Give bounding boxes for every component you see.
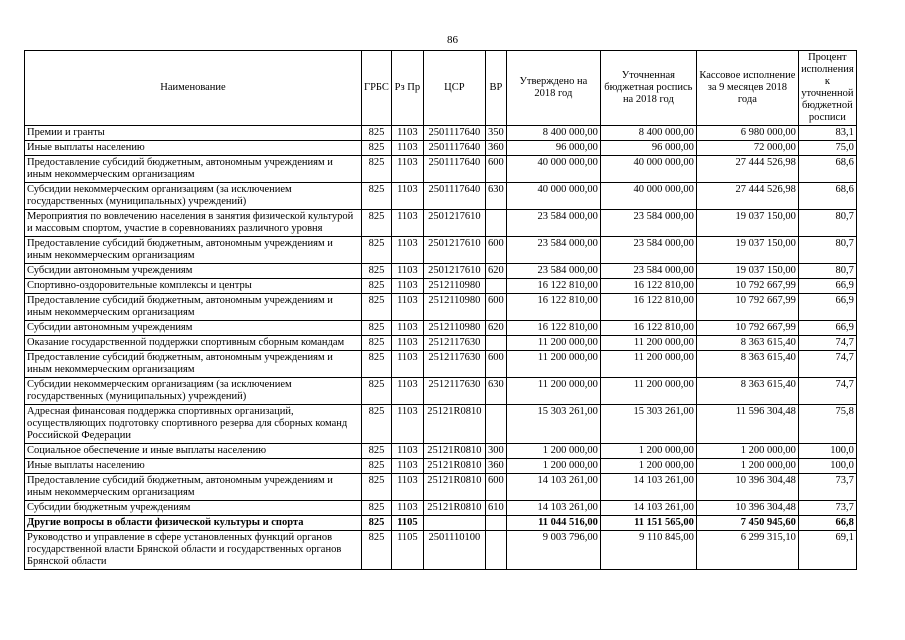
cell-grbs: 825 bbox=[362, 321, 392, 336]
cell-name: Руководство и управление в сфере установленных функций органов государственной власти Брянской области и государственных органов Брянской области bbox=[25, 531, 362, 570]
cell-rzpr: 1103 bbox=[391, 237, 423, 264]
cell-cash: 1 200 000,00 bbox=[696, 444, 798, 459]
cell-cash: 27 444 526,98 bbox=[696, 183, 798, 210]
cell-cash: 6 980 000,00 bbox=[696, 126, 798, 141]
cell-grbs: 825 bbox=[362, 183, 392, 210]
cell-approved: 8 400 000,00 bbox=[506, 126, 600, 141]
cell-refined: 16 122 810,00 bbox=[600, 279, 696, 294]
cell-name: Субсидии бюджетным учреждениям bbox=[25, 501, 362, 516]
cell-csr: 2501110100 bbox=[423, 531, 485, 570]
cell-rzpr: 1103 bbox=[391, 210, 423, 237]
table-row bbox=[25, 501, 857, 516]
header-cash: Кассовое исполнение за 9 месяцев 2018 года bbox=[696, 51, 798, 126]
cell-percent: 74,7 bbox=[798, 351, 856, 378]
cell-csr: 25121R0810 bbox=[423, 501, 485, 516]
cell-csr: 2512117630 bbox=[423, 351, 485, 378]
cell-percent: 75,8 bbox=[798, 405, 856, 444]
table-row bbox=[25, 126, 857, 141]
cell-rzpr: 1105 bbox=[391, 516, 423, 531]
cell-vr: 600 bbox=[485, 351, 506, 378]
cell-name: Субсидии автономным учреждениям bbox=[25, 264, 362, 279]
cell-refined: 23 584 000,00 bbox=[600, 264, 696, 279]
header-approved: Утверждено на 2018 год bbox=[506, 51, 600, 126]
cell-cash: 10 396 304,48 bbox=[696, 474, 798, 501]
cell-approved: 11 200 000,00 bbox=[506, 378, 600, 405]
cell-csr: 25121R0810 bbox=[423, 444, 485, 459]
cell-csr bbox=[423, 516, 485, 531]
cell-vr: 600 bbox=[485, 474, 506, 501]
cell-grbs: 825 bbox=[362, 126, 392, 141]
cell-percent: 73,7 bbox=[798, 501, 856, 516]
cell-refined: 14 103 261,00 bbox=[600, 501, 696, 516]
cell-grbs: 825 bbox=[362, 141, 392, 156]
cell-approved: 96 000,00 bbox=[506, 141, 600, 156]
cell-percent: 66,8 bbox=[798, 516, 856, 531]
cell-cash: 19 037 150,00 bbox=[696, 237, 798, 264]
cell-grbs: 825 bbox=[362, 405, 392, 444]
cell-grbs: 825 bbox=[362, 531, 392, 570]
cell-csr: 2501117640 bbox=[423, 183, 485, 210]
cell-refined: 11 200 000,00 bbox=[600, 336, 696, 351]
cell-vr bbox=[485, 210, 506, 237]
cell-approved: 11 200 000,00 bbox=[506, 351, 600, 378]
cell-percent: 100,0 bbox=[798, 444, 856, 459]
cell-rzpr: 1103 bbox=[391, 321, 423, 336]
cell-name: Иные выплаты населению bbox=[25, 459, 362, 474]
cell-refined: 40 000 000,00 bbox=[600, 156, 696, 183]
header-grbs: ГРБС bbox=[362, 51, 392, 126]
cell-approved: 1 200 000,00 bbox=[506, 444, 600, 459]
cell-csr: 2501117640 bbox=[423, 141, 485, 156]
table-row bbox=[25, 210, 857, 237]
cell-rzpr: 1103 bbox=[391, 183, 423, 210]
cell-rzpr: 1103 bbox=[391, 141, 423, 156]
cell-vr: 630 bbox=[485, 183, 506, 210]
cell-grbs: 825 bbox=[362, 474, 392, 501]
cell-approved: 11 200 000,00 bbox=[506, 336, 600, 351]
cell-csr: 2501217610 bbox=[423, 237, 485, 264]
cell-rzpr: 1103 bbox=[391, 264, 423, 279]
cell-percent: 73,7 bbox=[798, 474, 856, 501]
cell-rzpr: 1103 bbox=[391, 405, 423, 444]
cell-grbs: 825 bbox=[362, 516, 392, 531]
cell-cash: 1 200 000,00 bbox=[696, 459, 798, 474]
cell-cash: 8 363 615,40 bbox=[696, 336, 798, 351]
cell-percent: 68,6 bbox=[798, 183, 856, 210]
header-name: Наименование bbox=[25, 51, 362, 126]
cell-grbs: 825 bbox=[362, 156, 392, 183]
table-row bbox=[25, 141, 857, 156]
cell-percent: 83,1 bbox=[798, 126, 856, 141]
cell-grbs: 825 bbox=[362, 459, 392, 474]
cell-refined: 16 122 810,00 bbox=[600, 321, 696, 336]
cell-percent: 100,0 bbox=[798, 459, 856, 474]
cell-rzpr: 1103 bbox=[391, 378, 423, 405]
table-row bbox=[25, 531, 857, 570]
cell-grbs: 825 bbox=[362, 501, 392, 516]
cell-approved: 9 003 796,00 bbox=[506, 531, 600, 570]
cell-vr: 610 bbox=[485, 501, 506, 516]
cell-name: Премии и гранты bbox=[25, 126, 362, 141]
table-row bbox=[25, 516, 857, 531]
cell-cash: 6 299 315,10 bbox=[696, 531, 798, 570]
cell-percent: 80,7 bbox=[798, 237, 856, 264]
table-row bbox=[25, 279, 857, 294]
cell-cash: 11 596 304,48 bbox=[696, 405, 798, 444]
cell-rzpr: 1103 bbox=[391, 294, 423, 321]
cell-cash: 72 000,00 bbox=[696, 141, 798, 156]
cell-grbs: 825 bbox=[362, 210, 392, 237]
cell-csr: 2501117640 bbox=[423, 156, 485, 183]
cell-percent: 80,7 bbox=[798, 264, 856, 279]
cell-percent: 66,9 bbox=[798, 279, 856, 294]
header-percent: Процент исполнения к уточненной бюджетной росписи bbox=[798, 51, 856, 126]
cell-cash: 27 444 526,98 bbox=[696, 156, 798, 183]
cell-vr: 600 bbox=[485, 237, 506, 264]
cell-grbs: 825 bbox=[362, 294, 392, 321]
table-row bbox=[25, 237, 857, 264]
table-row bbox=[25, 459, 857, 474]
cell-refined: 8 400 000,00 bbox=[600, 126, 696, 141]
cell-grbs: 825 bbox=[362, 264, 392, 279]
cell-name: Субсидии некоммерческим организациям (за исключением государственных (муниципальных) учреждений) bbox=[25, 183, 362, 210]
table-row bbox=[25, 156, 857, 183]
cell-grbs: 825 bbox=[362, 336, 392, 351]
table-row bbox=[25, 183, 857, 210]
table-row bbox=[25, 378, 857, 405]
cell-approved: 15 303 261,00 bbox=[506, 405, 600, 444]
header-vr: ВР bbox=[485, 51, 506, 126]
cell-cash: 10 792 667,99 bbox=[696, 279, 798, 294]
table-row bbox=[25, 294, 857, 321]
cell-refined: 23 584 000,00 bbox=[600, 210, 696, 237]
cell-name: Спортивно-оздоровительные комплексы и центры bbox=[25, 279, 362, 294]
cell-refined: 16 122 810,00 bbox=[600, 294, 696, 321]
header-refined: Уточненная бюджетная роспись на 2018 год bbox=[600, 51, 696, 126]
budget-execution-table bbox=[24, 50, 857, 570]
cell-approved: 23 584 000,00 bbox=[506, 264, 600, 279]
cell-csr: 25121R0810 bbox=[423, 405, 485, 444]
cell-name: Предоставление субсидий бюджетным, автономным учреждениям и иным некоммерческим организациям bbox=[25, 156, 362, 183]
cell-cash: 10 396 304,48 bbox=[696, 501, 798, 516]
cell-vr: 360 bbox=[485, 141, 506, 156]
table-row bbox=[25, 474, 857, 501]
cell-csr: 2501217610 bbox=[423, 210, 485, 237]
cell-rzpr: 1103 bbox=[391, 474, 423, 501]
cell-refined: 11 200 000,00 bbox=[600, 378, 696, 405]
cell-vr: 620 bbox=[485, 321, 506, 336]
cell-vr: 360 bbox=[485, 459, 506, 474]
cell-name: Субсидии некоммерческим организациям (за исключением государственных (муниципальных) учреждений) bbox=[25, 378, 362, 405]
cell-refined: 40 000 000,00 bbox=[600, 183, 696, 210]
table-row bbox=[25, 444, 857, 459]
cell-grbs: 825 bbox=[362, 279, 392, 294]
cell-vr: 600 bbox=[485, 156, 506, 183]
cell-name: Оказание государственной поддержки спортивным сборным командам bbox=[25, 336, 362, 351]
cell-csr: 2512117630 bbox=[423, 336, 485, 351]
cell-percent: 69,1 bbox=[798, 531, 856, 570]
cell-rzpr: 1105 bbox=[391, 531, 423, 570]
cell-csr: 2512110980 bbox=[423, 294, 485, 321]
cell-rzpr: 1103 bbox=[391, 126, 423, 141]
table-body bbox=[25, 126, 857, 570]
cell-approved: 40 000 000,00 bbox=[506, 183, 600, 210]
cell-approved: 16 122 810,00 bbox=[506, 279, 600, 294]
cell-refined: 96 000,00 bbox=[600, 141, 696, 156]
cell-vr: 620 bbox=[485, 264, 506, 279]
cell-approved: 14 103 261,00 bbox=[506, 474, 600, 501]
cell-csr: 2501117640 bbox=[423, 126, 485, 141]
cell-name: Предоставление субсидий бюджетным, автономным учреждениям и иным некоммерческим организациям bbox=[25, 237, 362, 264]
table-row bbox=[25, 405, 857, 444]
cell-approved: 14 103 261,00 bbox=[506, 501, 600, 516]
cell-name: Предоставление субсидий бюджетным, автономным учреждениям и иным некоммерческим организациям bbox=[25, 351, 362, 378]
cell-rzpr: 1103 bbox=[391, 444, 423, 459]
page-number: 86 bbox=[447, 34, 458, 46]
cell-refined: 9 110 845,00 bbox=[600, 531, 696, 570]
cell-name: Предоставление субсидий бюджетным, автономным учреждениям и иным некоммерческим организациям bbox=[25, 474, 362, 501]
cell-name: Иные выплаты населению bbox=[25, 141, 362, 156]
cell-approved: 40 000 000,00 bbox=[506, 156, 600, 183]
cell-csr: 2512110980 bbox=[423, 279, 485, 294]
cell-cash: 7 450 945,60 bbox=[696, 516, 798, 531]
cell-vr bbox=[485, 279, 506, 294]
cell-percent: 75,0 bbox=[798, 141, 856, 156]
cell-rzpr: 1103 bbox=[391, 459, 423, 474]
cell-csr: 25121R0810 bbox=[423, 474, 485, 501]
cell-percent: 80,7 bbox=[798, 210, 856, 237]
cell-vr: 630 bbox=[485, 378, 506, 405]
cell-cash: 19 037 150,00 bbox=[696, 264, 798, 279]
cell-csr: 2501217610 bbox=[423, 264, 485, 279]
cell-csr: 25121R0810 bbox=[423, 459, 485, 474]
cell-vr: 350 bbox=[485, 126, 506, 141]
table-row bbox=[25, 336, 857, 351]
header-csr: ЦСР bbox=[423, 51, 485, 126]
cell-percent: 66,9 bbox=[798, 294, 856, 321]
cell-percent: 66,9 bbox=[798, 321, 856, 336]
cell-refined: 11 151 565,00 bbox=[600, 516, 696, 531]
cell-cash: 8 363 615,40 bbox=[696, 351, 798, 378]
table-row bbox=[25, 321, 857, 336]
cell-approved: 11 044 516,00 bbox=[506, 516, 600, 531]
cell-approved: 23 584 000,00 bbox=[506, 237, 600, 264]
cell-name: Мероприятия по вовлечению населения в занятия физической культурой и массовым спортом, участие в соревнованиях различного уровня bbox=[25, 210, 362, 237]
cell-cash: 19 037 150,00 bbox=[696, 210, 798, 237]
cell-csr: 2512117630 bbox=[423, 378, 485, 405]
table-header-row bbox=[25, 51, 857, 126]
cell-rzpr: 1103 bbox=[391, 351, 423, 378]
cell-approved: 23 584 000,00 bbox=[506, 210, 600, 237]
table-row bbox=[25, 264, 857, 279]
cell-rzpr: 1103 bbox=[391, 501, 423, 516]
cell-grbs: 825 bbox=[362, 444, 392, 459]
cell-approved: 16 122 810,00 bbox=[506, 321, 600, 336]
cell-refined: 1 200 000,00 bbox=[600, 459, 696, 474]
cell-name: Субсидии автономным учреждениям bbox=[25, 321, 362, 336]
cell-refined: 1 200 000,00 bbox=[600, 444, 696, 459]
cell-cash: 8 363 615,40 bbox=[696, 378, 798, 405]
cell-percent: 74,7 bbox=[798, 336, 856, 351]
cell-name: Предоставление субсидий бюджетным, автономным учреждениям и иным некоммерческим организациям bbox=[25, 294, 362, 321]
cell-name: Адресная финансовая поддержка спортивных организаций, осуществляющих подготовку спортивного резерва для сборных команд Российской Федерации bbox=[25, 405, 362, 444]
cell-name: Социальное обеспечение и иные выплаты населению bbox=[25, 444, 362, 459]
cell-name: Другие вопросы в области физической культуры и спорта bbox=[25, 516, 362, 531]
cell-refined: 15 303 261,00 bbox=[600, 405, 696, 444]
cell-grbs: 825 bbox=[362, 351, 392, 378]
cell-refined: 14 103 261,00 bbox=[600, 474, 696, 501]
cell-vr bbox=[485, 336, 506, 351]
cell-percent: 68,6 bbox=[798, 156, 856, 183]
cell-cash: 10 792 667,99 bbox=[696, 321, 798, 336]
cell-vr bbox=[485, 531, 506, 570]
cell-refined: 11 200 000,00 bbox=[600, 351, 696, 378]
cell-cash: 10 792 667,99 bbox=[696, 294, 798, 321]
cell-rzpr: 1103 bbox=[391, 279, 423, 294]
cell-grbs: 825 bbox=[362, 237, 392, 264]
cell-vr: 300 bbox=[485, 444, 506, 459]
cell-vr: 600 bbox=[485, 294, 506, 321]
cell-vr bbox=[485, 405, 506, 444]
cell-rzpr: 1103 bbox=[391, 336, 423, 351]
cell-grbs: 825 bbox=[362, 378, 392, 405]
table-row bbox=[25, 351, 857, 378]
cell-percent: 74,7 bbox=[798, 378, 856, 405]
cell-vr bbox=[485, 516, 506, 531]
cell-rzpr: 1103 bbox=[391, 156, 423, 183]
header-rzpr: Рз Пр bbox=[391, 51, 423, 126]
cell-csr: 2512110980 bbox=[423, 321, 485, 336]
cell-refined: 23 584 000,00 bbox=[600, 237, 696, 264]
cell-approved: 1 200 000,00 bbox=[506, 459, 600, 474]
cell-approved: 16 122 810,00 bbox=[506, 294, 600, 321]
